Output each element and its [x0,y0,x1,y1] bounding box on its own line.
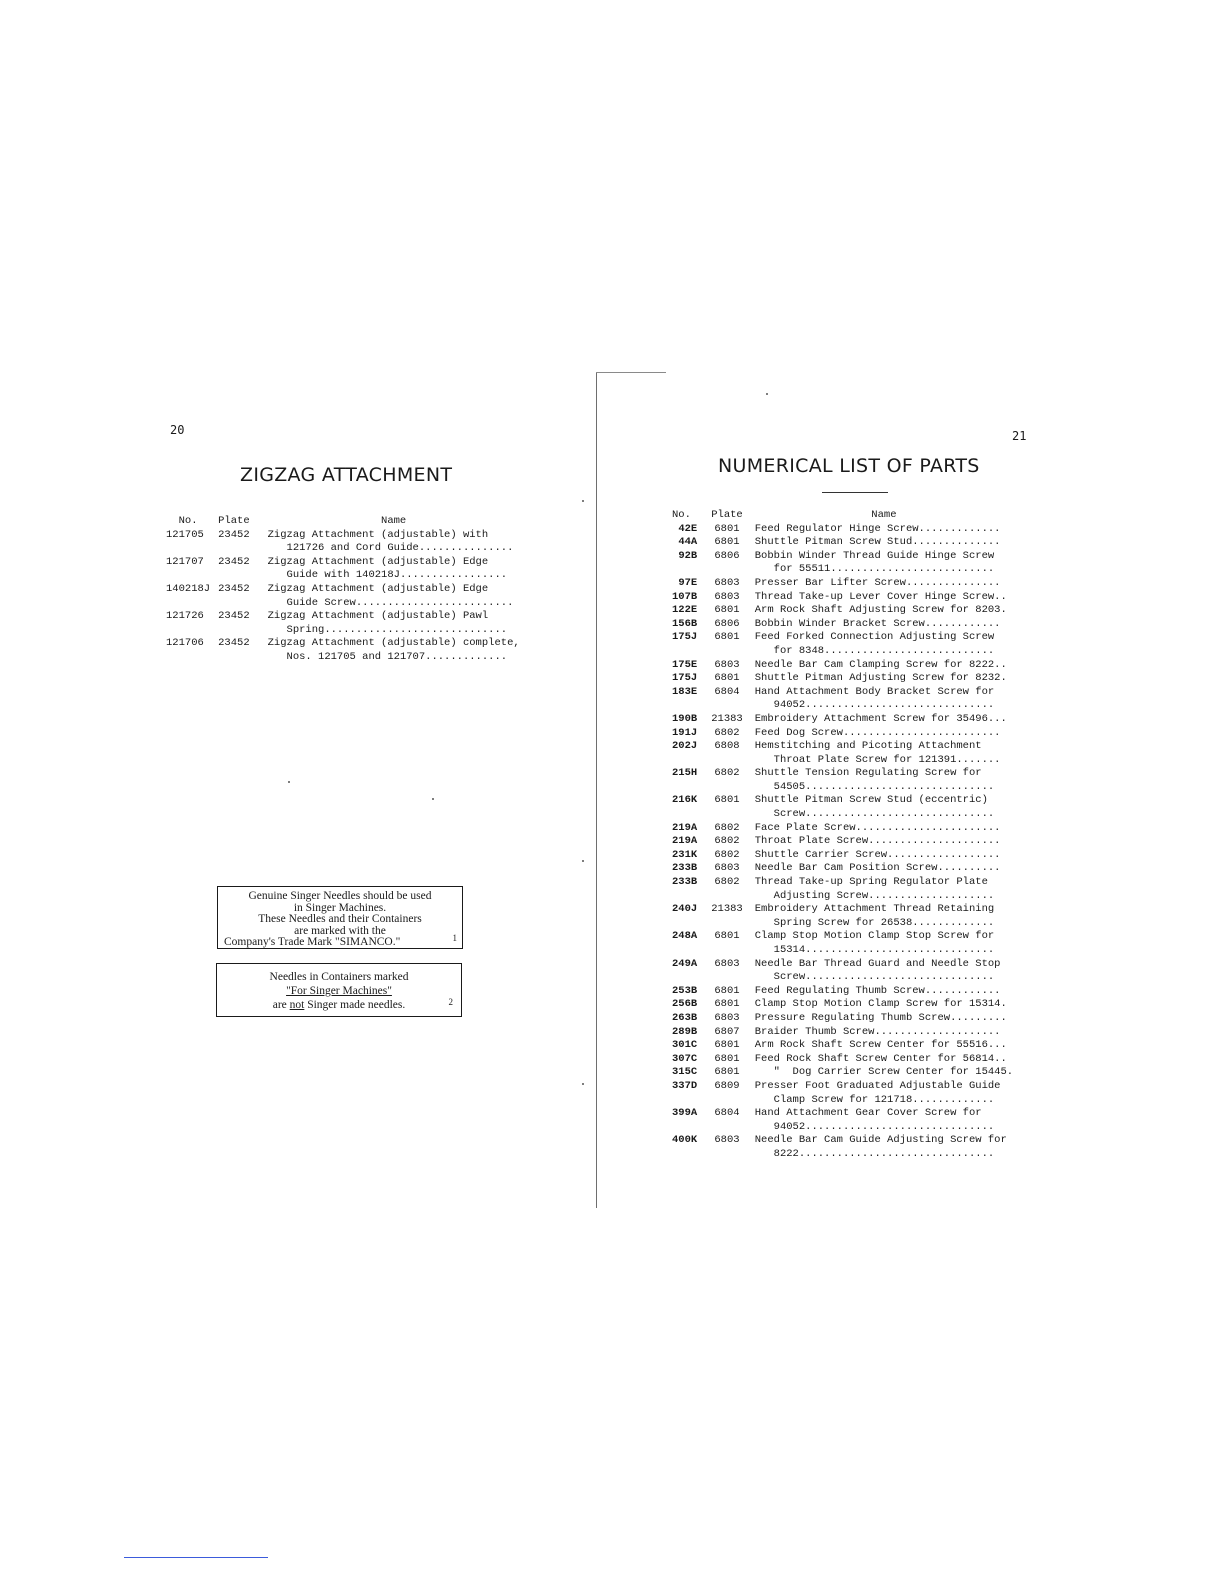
part-name-line: Throat Plate Screw..................... [754,835,1001,848]
plate-number: 6809 [714,1079,740,1092]
part-name [755,903,1013,930]
table-row [672,998,1013,1012]
part-name-line: Zigzag Attachment (adjustable) complete, [267,637,520,650]
part-name-line: Screw.............................. [754,971,995,984]
notice-text: are [272,999,290,1011]
part-number: 202J [672,740,698,753]
plate-number: 6802 [714,767,740,780]
part-number: 301C [672,1039,698,1052]
table-row [672,822,1013,836]
plate-number: 6803 [714,1011,740,1024]
part-name [755,686,1013,713]
table-row [672,1053,1013,1067]
part-name-line: Shuttle Pitman Screw Stud.............. [754,536,1001,549]
part-number: 263B [672,1011,698,1024]
part-number: 175E [672,658,698,671]
part-name [755,794,1013,821]
part-name-line: Arm Rock Shaft Screw Center for 55516... [754,1039,1007,1052]
notice-footnote-mark: 1 [452,932,457,943]
part-name-line: Feed Forked Connection Adjusting Screw [754,631,995,644]
notice-line [223,998,455,1012]
header-plate: Plate [218,515,250,527]
table-row [672,835,1013,849]
table-row [672,903,1013,930]
part-name-line: Spring Screw for 26538............. [754,916,995,929]
scan-speck [582,500,584,502]
table-row [672,659,1013,673]
part-number: 240J [672,903,698,916]
part-name [755,591,1013,605]
part-name-line: Hemstitching and Picoting Attachment [754,740,982,753]
plate-number: 6802 [714,821,740,834]
genuine-needles-notice [217,886,463,949]
table-row [672,767,1013,794]
part-name-line: Needle Bar Cam Clamping Screw for 8222.. [754,658,1007,671]
part-name [755,876,1013,903]
part-name-line: Shuttle Tension Regulating Screw for [754,767,982,780]
table-row [672,577,1013,591]
part-name-line: Shuttle Pitman Adjusting Screw for 8232. [754,672,1007,685]
part-number: 121707 [166,555,204,568]
notice-line: Company's Trade Mark "SIMANCO." [224,936,401,948]
table-row [166,556,520,583]
part-name-line: for 8348........................... [754,644,995,657]
part-name-line: Guide Screw......................... [267,596,514,609]
table-row [672,794,1013,821]
part-name-line: Bobbin Winder Bracket Screw............ [754,617,1001,630]
table-row [672,631,1013,658]
part-name-line: 94052.............................. [754,699,995,712]
plate-number: 6801 [714,522,740,535]
part-name-line: Arm Rock Shaft Adjusting Screw for 8203. [754,604,1007,617]
part-name [755,998,1013,1012]
part-name-line: Adjusting Screw.................... [754,889,995,902]
part-name [755,930,1013,957]
header-no: No. [672,509,691,521]
right-page [596,0,1224,1584]
plate-number: 23452 [218,582,250,595]
part-number: 289B [672,1025,698,1038]
part-name [268,637,520,664]
plate-number: 6802 [714,848,740,861]
plate-number: 6803 [714,590,740,603]
plate-number: 6802 [714,726,740,739]
part-name-line: Nos. 121705 and 121707............. [267,650,508,663]
plate-number: 6801 [714,1052,740,1065]
scan-speck [432,798,434,800]
part-name-line: Presser Bar Lifter Screw............... [754,576,1001,589]
part-number: 97E [678,576,698,589]
part-number: 156B [672,617,698,630]
page-number: 21 [1012,429,1027,443]
part-name-line: Embroidery Attachment Thread Retaining [754,903,995,916]
for-singer-machines-notice [216,963,462,1017]
part-name-line: 8222............................... [754,1147,995,1160]
part-name [755,536,1013,550]
plate-number: 6802 [714,835,740,848]
part-number: 183E [672,685,698,698]
table-row [166,637,520,664]
page-title: ZIGZAG ATTACHMENT [240,464,453,486]
part-name-line: Presser Foot Graduated Adjustable Guide [754,1079,1001,1092]
title-underline [822,492,888,493]
plate-number: 6803 [714,576,740,589]
table-row [672,985,1013,999]
part-name [755,1066,1013,1080]
plate-number: 6802 [714,876,740,889]
notice-line: are marked with the [294,924,386,937]
part-name [755,849,1013,863]
part-name [755,767,1013,794]
notice-line: in Singer Machines. [293,901,387,914]
part-name-line: 94052.............................. [754,1120,995,1133]
part-number: 121726 [166,610,204,623]
plate-number: 6807 [714,1025,740,1038]
part-name [755,1053,1013,1067]
scan-speck [582,860,584,862]
part-number: 256B [672,998,698,1011]
part-name-line: for 55511.......................... [754,563,995,576]
table-row [672,686,1013,713]
header-name: Name [381,515,407,527]
part-name-line: Pressure Regulating Thumb Screw......... [754,1011,1007,1024]
part-number: 121705 [166,528,204,541]
part-name [755,631,1013,658]
part-name-line: Needle Bar Thread Guard and Needle Stop [754,957,1001,970]
part-name-line: Thread Take-up Lever Cover Hinge Screw.. [754,590,1007,603]
plate-number: 23452 [218,555,250,568]
part-number: 191J [672,726,698,739]
plate-number: 6801 [714,1066,740,1079]
plate-number: 6803 [714,862,740,875]
table-row [672,523,1013,537]
part-number: 219A [672,835,698,848]
footer-link-underline [124,1557,268,1558]
parts-table [166,515,520,665]
plate-number: 6801 [714,1039,740,1052]
header-no: No. [178,515,198,527]
part-number: 190B [672,712,698,725]
table-row [166,610,520,637]
notice-line: "For Singer Machines" [286,985,392,997]
part-name [755,659,1013,673]
plate-number: 6803 [714,1134,740,1147]
part-name-line: " Dog Carrier Screw Center for 15445. [754,1066,1014,1079]
table-row [672,862,1013,876]
table-row [672,1012,1013,1026]
part-name-line: Feed Rock Shaft Screw Center for 56814.. [754,1052,1007,1065]
part-name [268,610,520,637]
part-name-line: Zigzag Attachment (adjustable) with [267,528,489,541]
part-name-line: Zigzag Attachment (adjustable) Edge [267,555,489,568]
table-header-row [166,515,520,529]
part-name [755,1134,1013,1161]
scan-speck [766,393,768,395]
plate-number: 6804 [714,685,740,698]
plate-number: 6801 [714,536,740,549]
plate-number: 6803 [714,658,740,671]
table-row [672,1066,1013,1080]
table-row [672,1039,1013,1053]
plate-number: 6801 [714,631,740,644]
table-row [672,1026,1013,1040]
part-name-line: 121726 and Cord Guide............... [267,542,514,555]
notice-emphasis: not [289,999,305,1011]
table-header-row [672,509,1013,523]
notice-line: Needles in Containers marked [269,971,409,983]
table-row [672,727,1013,741]
part-name-line: 15314.............................. [754,944,995,956]
plate-number: 6803 [714,957,740,970]
table-row [672,591,1013,605]
part-number: 233B [672,862,698,875]
part-number: 92B [678,549,698,562]
part-name-line: Embroidery Attachment Screw for 35496... [754,712,1007,725]
notice-text: Singer made needles. [304,999,406,1011]
part-name [755,835,1013,849]
part-name-line: Thread Take-up Spring Regulator Plate [754,876,988,889]
part-name [755,985,1013,999]
part-name-line: Shuttle Pitman Screw Stud (eccentric) [754,794,988,807]
part-name [755,1012,1013,1026]
notice-footnote-mark: 2 [448,997,453,1007]
table-row [672,930,1013,957]
plate-number: 23452 [218,528,250,541]
table-row [672,672,1013,686]
part-name-line: 54505.............................. [754,780,995,793]
part-name [755,740,1013,767]
part-number: 248A [672,930,698,943]
part-number: 337D [672,1079,698,1092]
table-row [672,536,1013,550]
table-row [672,618,1013,632]
plate-number: 6801 [714,984,740,997]
part-number: 121706 [166,637,204,650]
plate-number: 6808 [714,740,740,753]
part-name-line: Face Plate Screw....................... [754,821,1001,834]
part-name-line: Zigzag Attachment (adjustable) Edge [267,582,489,595]
part-number: 315C [672,1066,698,1079]
part-name-line: Hand Attachment Body Bracket Screw for [754,685,995,698]
part-number: 249A [672,957,698,970]
part-name-line: Throat Plate Screw for 121391....... [754,753,1001,766]
part-number: 231K [672,848,698,861]
table-row [672,876,1013,903]
part-number: 175J [672,631,698,644]
part-name-line: Zigzag Attachment (adjustable) Pawl [267,610,489,623]
part-name [268,529,520,556]
part-name [755,862,1013,876]
table-row [672,1107,1013,1134]
part-name [755,523,1013,537]
part-number: 107B [672,590,698,603]
part-number: 140218J [166,582,211,595]
part-number: 399A [672,1107,698,1120]
plate-number: 21383 [711,712,743,725]
part-number: 122E [672,604,698,617]
part-name-line: Bobbin Winder Thread Guide Hinge Screw [754,549,995,562]
part-number: 307C [672,1052,698,1065]
plate-number: 6801 [714,604,740,617]
scan-speck [288,781,290,783]
part-name [755,1107,1013,1134]
part-name-line: Hand Attachment Gear Cover Screw for [754,1107,982,1120]
plate-number: 23452 [218,637,250,650]
table-row [672,1134,1013,1161]
part-name-line: Clamp Stop Motion Clamp Screw for 15314. [754,998,1007,1011]
part-number: 253B [672,984,698,997]
part-name [268,583,520,610]
part-number: 215H [672,767,698,780]
table-row [672,604,1013,618]
table-row [672,958,1013,985]
part-name [755,550,1013,577]
part-name-line: Spring............................. [267,623,508,636]
part-name [755,618,1013,632]
plate-number: 6801 [714,794,740,807]
part-number: 42E [678,522,698,535]
part-name-line: Clamp Screw for 121718............. [754,1093,995,1106]
part-name [755,727,1013,741]
part-name [755,672,1013,686]
table-row [672,740,1013,767]
part-name [755,1080,1013,1107]
plate-number: 23452 [218,610,250,623]
plate-number: 6804 [714,1107,740,1120]
part-name [755,1026,1013,1040]
header-name: Name [871,509,897,521]
part-name-line: Needle Bar Cam Position Screw.......... [754,862,1001,875]
table-row [672,713,1013,727]
table-row [672,849,1013,863]
part-name-line: Clamp Stop Motion Clamp Stop Screw for [754,930,995,943]
plate-number: 6801 [714,672,740,685]
table-row [166,583,520,610]
part-name [755,577,1013,591]
part-number: 216K [672,794,698,807]
part-name-line: Guide with 140218J................. [267,569,508,582]
plate-number: 6806 [714,617,740,630]
part-number: 233B [672,876,698,889]
notice-line: Genuine Singer Needles should be used [248,890,432,902]
part-name-line: Feed Regulator Hinge Screw............. [754,522,1001,535]
part-name [755,713,1013,727]
page-title: NUMERICAL LIST OF PARTS [718,455,980,477]
part-name-line: Needle Bar Cam Guide Adjusting Screw for [754,1134,1007,1147]
part-name [755,604,1013,618]
part-name-line: Shuttle Carrier Screw.................. [754,848,1001,861]
part-name [268,556,520,583]
part-number: 400K [672,1134,698,1147]
plate-number: 6801 [714,930,740,943]
plate-number: 6801 [714,998,740,1011]
page-number: 20 [170,423,185,437]
part-name-line: Screw.............................. [754,808,995,821]
scan-speck [582,1083,584,1085]
part-number: 44A [678,536,698,549]
table-row [166,529,520,556]
part-number: 219A [672,821,698,834]
header-plate: Plate [711,509,743,521]
parts-table [672,509,1013,1162]
table-row [672,550,1013,577]
table-row [672,1080,1013,1107]
part-name [755,1039,1013,1053]
left-page [0,0,596,1584]
part-number: 175J [672,672,698,685]
part-name [755,958,1013,985]
part-name-line: Feed Regulating Thumb Screw............ [754,984,1001,997]
plate-number: 21383 [711,903,743,916]
notice-line: These Needles and their Containers [258,913,422,925]
part-name [755,822,1013,836]
plate-number: 6806 [714,549,740,562]
part-name-line: Braider Thumb Screw.................... [754,1025,1001,1038]
part-name-line: Feed Dog Screw......................... [754,726,1001,739]
